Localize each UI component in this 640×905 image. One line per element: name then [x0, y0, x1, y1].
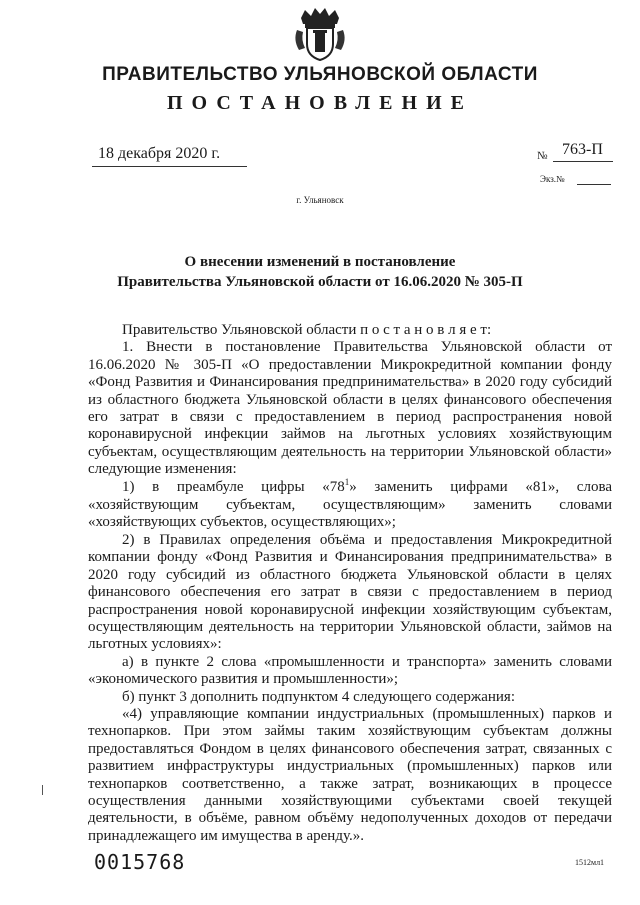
document-title	[0, 252, 640, 292]
subitem-1-text-start: 1) в преамбуле цифры «78	[122, 478, 345, 495]
paragraph-subitem-2: 2) в Правилах определения объёма и предоставления Микрокредитной компании фонду «Фонд Развития и Финансирования предпринимательства» в 2020 году субсидий из областного бюджета Ульяновской области в целях финансового обеспечения его затрат в связи с предоставлением в период распространения новой коронавирусной инфекции хозяйствующим субъектам, осуществляющим деятельность на территории Ульяновской области, займов на льготных условиях»:	[88, 531, 612, 653]
document-number: 763-П	[562, 141, 603, 158]
copy-number-label: Экз.№	[540, 174, 565, 184]
paragraph-item-1: 1. Внести в постановление Правительства Ульяновской области от 16.06.2020 № 305-П «О предоставлении Микрокредитной компании фонду «Фонд Развития и Финансирования предпринимательства» в 2020 году субсидий из областного бюджета Ульяновской области в целях финансового обеспечения его затрат в связи с предоставлением в период распространения новой коронавирусной инфекции займов на льготных условиях хозяйствующим субъектам, осуществляющим деятельность на территории Ульяновской области» следующие изменения:	[88, 339, 612, 478]
title-line-1: О внесении изменений в постановление	[184, 254, 456, 270]
paragraph-preamble: Правительство Ульяновской области п о с т а н о в л я е т:	[122, 322, 492, 338]
title-line-2: Правительства Ульяновской области от 16.06.2020 № 305-П	[117, 274, 523, 290]
date-underline	[92, 166, 247, 167]
form-code: 1512мл1	[575, 858, 605, 867]
superscript: 1	[344, 476, 350, 487]
city: г. Ульяновск	[296, 195, 344, 205]
organization-name: ПРАВИТЕЛЬСТВО УЛЬЯНОВСКОЙ ОБЛАСТИ	[102, 64, 538, 85]
number-label: №	[537, 150, 548, 162]
number-underline	[553, 161, 613, 162]
paragraph-subitem-1	[88, 476, 612, 532]
coat-of-arms-icon	[291, 4, 349, 62]
copy-number-underline	[577, 184, 611, 185]
document-type: ПОСТАНОВЛЕНИЕ	[167, 92, 473, 114]
paragraph-b: б) пункт 3 дополнить подпунктом 4 следующего содержания:	[122, 688, 515, 705]
paragraph-a: а) в пункте 2 слова «промышленности и транспорта» заменить словами «экономического развития и промышленности»;	[88, 653, 612, 688]
subitem-1-text-end: » заменить цифрами «81», слова «хозяйствующим субъектам, осуществляющим» заменить словами «хозяйствующих субъектов, осуществляющих»;	[88, 478, 612, 531]
document-date: 18 декабря 2020 г.	[98, 145, 221, 162]
paragraph-quote: «4) управляющие компании индустриальных (промышленных) парков и технопарков. При этом займы таким хозяйствующим субъектам должны предоставляться Фондом в целях финансового обеспечения затрат, связанных с развитием инфраструктуры индустриальных (промышленных) парков или технопарков соответственно, а также затрат, возникающих в процессе осуществления данными хозяйствующими субъектами своей текущей деятельности, в объёме, равном объёму недополученных доходов от передачи принадлежащего им имущества в аренду.».	[88, 705, 612, 844]
document-body	[88, 322, 612, 845]
margin-mark	[42, 785, 43, 795]
registration-number: 0015768	[94, 850, 186, 874]
